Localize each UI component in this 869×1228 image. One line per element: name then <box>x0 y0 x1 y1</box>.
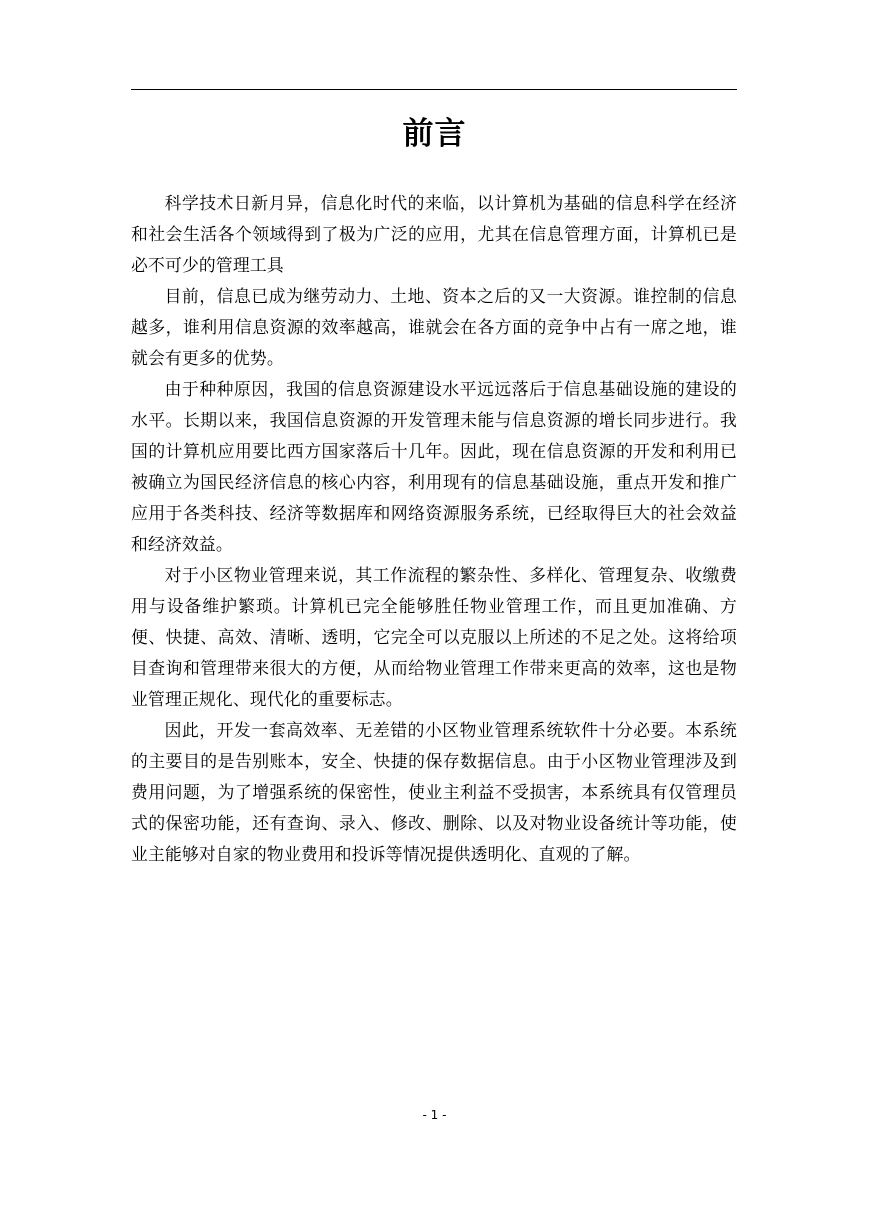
header-rule <box>131 89 737 90</box>
paragraph-5: 因此，开发一套高效率、无差错的小区物业管理系统软件十分必要。本系统的主要目的是告别账本，安全、快捷的保存数据信息。由于小区物业管理涉及到费用问题，为了增强系统的保密性，使业主利益不受损害，本系统具有仅管理员式的保密功能，还有查询、录入、修改、删除、以及对物业设备统计等功能，使业主能够对自家的物业费用和投诉等情况提供透明化、直观的了解。 <box>131 720 737 864</box>
page-number: - 1 - <box>422 1108 447 1122</box>
paragraph-4: 对于小区物业管理来说，其工作流程的繁杂性、多样化、管理复杂、收缴费用与设备维护繁琐。计算机已完全能够胜任物业管理工作，而且更加准确、方便、快捷、高效、清晰、透明，它完全可以克服以上所述的不足之处。这将给项目查询和管理带来很大的方便，从而给物业管理工作带来更高的效率，这也是物业管理正规化、现代化的重要标志。 <box>131 565 737 709</box>
paragraph-2: 目前，信息已成为继劳动力、土地、资本之后的又一大资源。谁控制的信息越多，谁利用信息资源的效率越高，谁就会在各方面的竞争中占有一席之地，谁就会有更多的优势。 <box>131 286 737 368</box>
paragraph-3: 由于种种原因，我国的信息资源建设水平远远落后于信息基础设施的建设的水平。长期以来，我国信息资源的开发管理未能与信息资源的增长同步进行。我国的计算机应用要比西方国家落后十几年。因此，现在信息资源的开发和利用已被确立为国民经济信息的核心内容，利用现有的信息基础设施，重点开发和推广应用于各类科技、经济等数据库和网络资源服务系统，已经取得巨大的社会效益和经济效益。 <box>131 379 737 554</box>
page-title: 前言 <box>402 116 467 152</box>
paragraph-1: 科学技术日新月异，信息化时代的来临，以计算机为基础的信息科学在经济和社会生活各个领域得到了极为广泛的应用，尤其在信息管理方面，计算机已是必不可少的管理工具 <box>131 193 737 275</box>
body-text <box>131 188 737 870</box>
